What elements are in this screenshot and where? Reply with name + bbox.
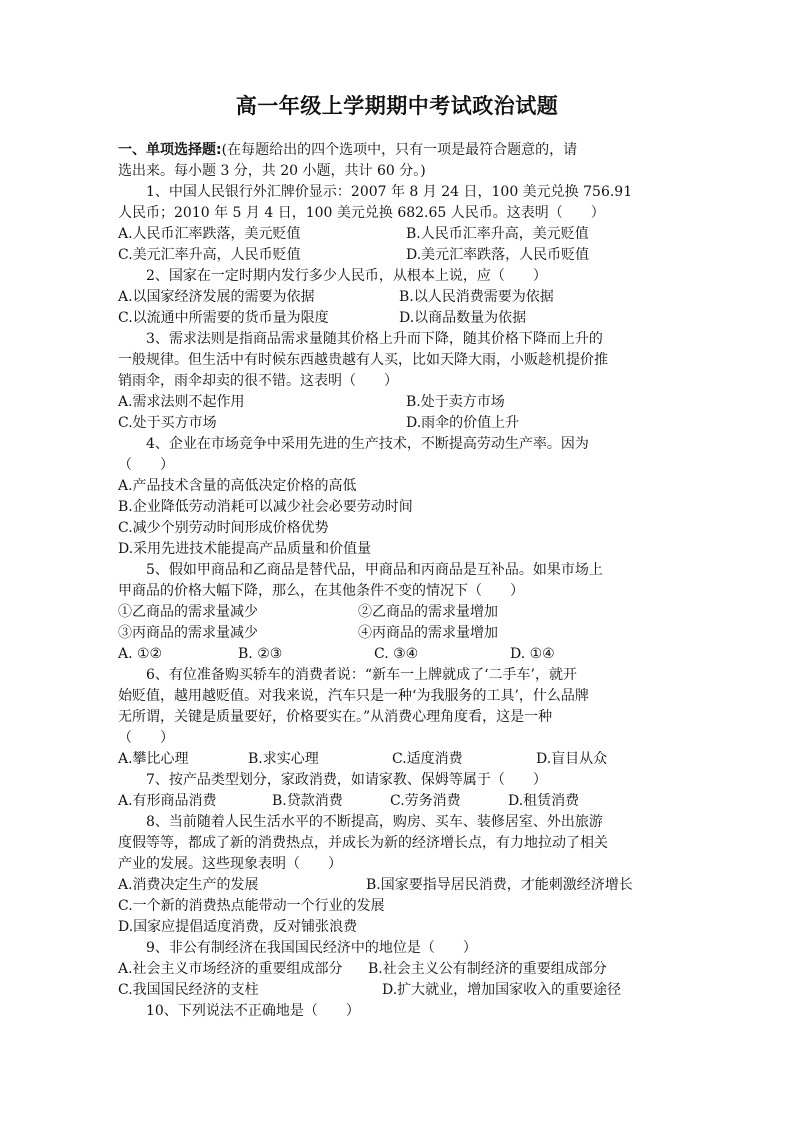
option-a: A.消费决定生产的发展 (118, 877, 259, 893)
section-instruction-cont: 选出来。每小题 3 分，共 20 小题，共计 60 分。) (118, 163, 426, 179)
question-2-stem: 2、国家在一定时期内发行多少人民币，从根本上说，应（ ） (146, 268, 547, 284)
option-a: A.产品技术含量的高低决定价格的高低 (118, 478, 357, 494)
question-8-stem-cont: 度假等等，都成了新的消费热点，并成长为新的经济增长点，有力地拉动了相关 (118, 835, 608, 851)
option-b: B.以人民消费需要为依据 (399, 289, 554, 305)
question-4-stem-cont: （ ） (118, 457, 174, 473)
question-1-stem-cont: 人民币；2010 年 5 月 4 日，100 美元兑换 682.65 人民币。这表明（ ） (118, 205, 605, 221)
option-c: C.劳务消费 (390, 793, 461, 809)
question-3-stem-cont: 一般规律。但生活中有时候东西越贵越有人买，比如天降大雨，小贩趁机提价推 (118, 352, 608, 368)
section-instruction: (在每题给出的四个选项中，只有一项是最符合题意的，请 (221, 142, 578, 158)
option-d: D.扩大就业，增加国家收入的重要途径 (382, 982, 622, 998)
question-5-statements-34 (118, 623, 680, 644)
question-6-stem-cont: （ ） (118, 730, 174, 746)
question-5-stem: 5、假如甲商品和乙商品是替代品，甲商品和丙商品是互补品。如果市场上 (146, 562, 603, 578)
option-a: A.社会主义市场经济的重要组成部分 (118, 961, 343, 977)
option-a: A.攀比心理 (118, 751, 189, 767)
question-3-options-cd (118, 413, 680, 434)
option-b: B.处于卖方市场 (406, 394, 505, 410)
option-d: D.以商品数量为依据 (399, 310, 527, 326)
option-b: B.社会主义公有制经济的重要组成部分 (368, 961, 607, 977)
question-5-stem-cont: 甲商品的价格大幅下降，那么，在其他条件不变的情况下（ ） (118, 583, 524, 599)
question-2-options-ab (118, 287, 680, 308)
question-7-options (118, 791, 680, 812)
option-d: D.采用先进技术能提高产品质量和价值量 (118, 541, 372, 557)
question-10-stem: 10、下列说法不正确地是（ ） (146, 1003, 360, 1019)
option-a: A.人民币汇率跌落，美元贬值 (118, 226, 301, 242)
option-d: D.盲目从众 (536, 751, 608, 767)
question-3-options-ab (118, 392, 680, 413)
option-a: A.以国家经济发展的需要为依据 (118, 289, 315, 305)
question-1-options-cd (118, 245, 680, 266)
question-9-options-ab (118, 959, 680, 980)
question-4-stem: 4、企业在市场竞争中采用先进的生产技术，不断提高劳动生产率。因为 (146, 436, 589, 452)
question-6-options (118, 749, 680, 770)
option-b: B.国家要指导居民消费，才能刺激经济增长 (366, 877, 633, 893)
question-2-options-cd (118, 308, 680, 329)
option-c: C.减少个别劳动时间形成价格优势 (118, 520, 329, 536)
option-c: C. ③④ (374, 646, 419, 662)
option-a: A. ①② (118, 646, 163, 662)
question-1-options-ab (118, 224, 680, 245)
exam-content (118, 140, 680, 1022)
option-c: C.以流通中所需要的货币量为限度 (118, 310, 329, 326)
question-8-stem: 8、当前随着人民生活水平的不断提高，购房、买车、装修居室、外出旅游 (146, 814, 603, 830)
question-9-options-cd (118, 980, 680, 1001)
statement-4: ④丙商品的需求量增加 (358, 625, 498, 641)
statement-1: ①乙商品的需求量减少 (118, 604, 258, 620)
option-d: D.租赁消费 (508, 793, 580, 809)
question-5-options (118, 644, 680, 665)
option-c: C.处于买方市场 (118, 415, 217, 431)
option-d: D.美元汇率跌落，人民币贬值 (406, 247, 590, 263)
question-3-stem: 3、需求法则是指商品需求量随其价格上升而下降，随其价格下降而上升的 (146, 331, 603, 347)
option-c: C.美元汇率升高，人民币贬值 (118, 247, 301, 263)
option-b: B.人民币汇率升高，美元贬值 (406, 226, 589, 242)
statement-3: ③丙商品的需求量减少 (118, 625, 258, 641)
statement-2: ②乙商品的需求量增加 (358, 604, 498, 620)
question-5-statements-12 (118, 602, 680, 623)
option-b: B.企业降低劳动消耗可以减少社会必要劳动时间 (118, 499, 413, 515)
question-8-stem-cont: 产业的发展。这些现象表明（ ） (118, 856, 342, 872)
option-a: A.有形商品消费 (118, 793, 217, 809)
question-9-stem: 9、非公有制经济在我国国民经济中的地位是（ ） (146, 940, 477, 956)
option-d: D.雨伞的价值上升 (406, 415, 520, 431)
section-heading: 一、单项选择题: (118, 142, 222, 158)
option-b: B. ②③ (238, 646, 283, 662)
question-6-stem-cont: 始贬值，越用越贬值。对我来说，汽车只是一种‘为我服务的工具’，什么品牌 (118, 688, 589, 704)
page-title: 高一年级上学期期中考试政治试题 (235, 94, 559, 118)
question-6-stem: 6、有位准备购买轿车的消费者说：“新车一上牌就成了‘二手车’，就开 (146, 667, 577, 683)
question-1-stem: 1、中国人民银行外汇牌价显示：2007 年 8 月 24 日，100 美元兑换 756.91 (146, 184, 633, 200)
option-b: B.求实心理 (248, 751, 319, 767)
question-7-stem: 7、按产品类型划分，家政消费，如请家教、保姆等属于（ ） (146, 772, 547, 788)
option-d: D. ①④ (510, 646, 555, 662)
option-d: D.国家应提倡适度消费，反对铺张浪费 (118, 919, 358, 935)
option-c: C.适度消费 (392, 751, 463, 767)
option-a: A.需求法则不起作用 (118, 394, 245, 410)
option-c: C.一个新的消费热点能带动一个行业的发展 (118, 898, 385, 914)
section-heading-line (118, 140, 680, 161)
question-3-stem-cont: 销雨伞，雨伞却卖的很不错。这表明（ ） (118, 373, 398, 389)
question-6-stem-cont: 无所谓，关键是质量要好，价格要实在。”从消费心理角度看，这是一种 (118, 709, 553, 725)
question-8-options-ab (118, 875, 680, 896)
option-b: B.贷款消费 (272, 793, 343, 809)
option-c: C.我国国民经济的支柱 (118, 982, 259, 998)
